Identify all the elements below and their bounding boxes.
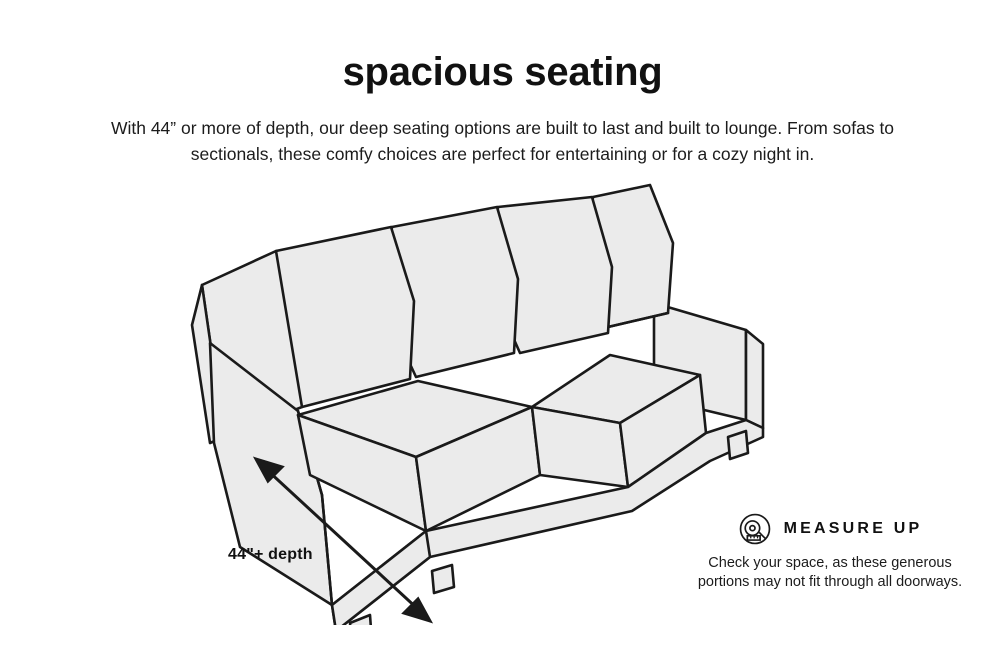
sofa-right-side-panel [746,330,763,428]
sofa-leg-back-right [728,431,748,459]
sofa-leg-front-right [432,565,454,593]
measure-up-header [685,512,975,546]
tape-measure-icon [738,512,772,546]
measure-up-title: MEASURE UP [783,520,923,537]
depth-arrow-head-lower [404,599,430,621]
depth-dimension-label: 44"+ depth [228,546,313,563]
page-subtitle: With 44” or more of depth, our deep seating options are built to last and built to lounge. From sofas to sectionals, these comfy choices are perfect for entertaining or for a cozy night in. [110,118,895,164]
page-title: spacious seating [342,50,663,94]
measure-up-callout [685,512,975,592]
measure-up-body: Check your space, as these generous portions may not fit through all doorways. [697,555,963,590]
